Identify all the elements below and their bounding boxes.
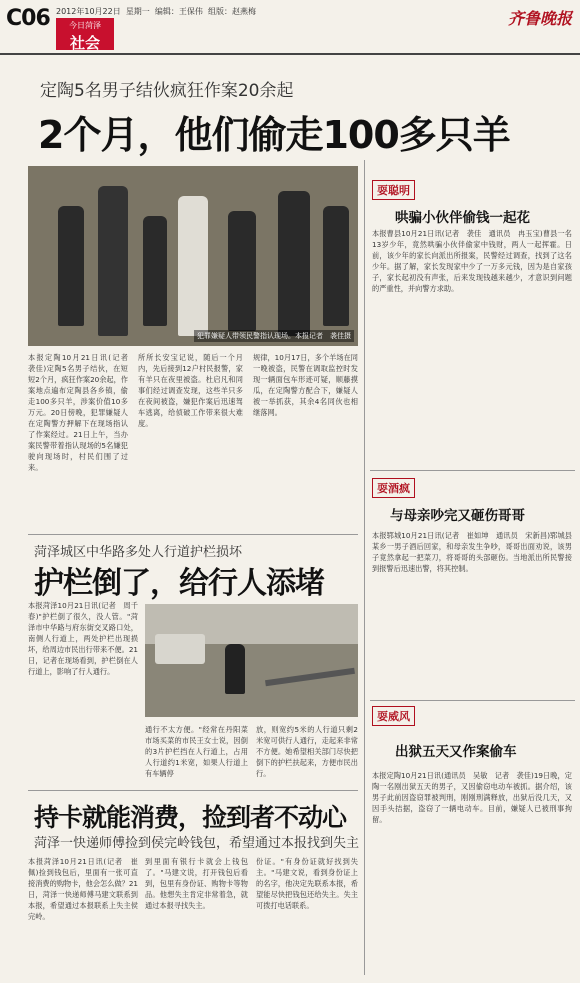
side3-tag: 耍威风 bbox=[372, 706, 415, 726]
mid-kicker: 菏泽城区中华路多处人行道护栏损坏 bbox=[34, 545, 243, 560]
section-label: 社会 bbox=[69, 34, 100, 52]
editor-credit: 编辑：王保伟 bbox=[154, 7, 203, 16]
mid-column-2: 通行不太方便。"经常在丹阳菜市场买菜的市民王女士说，因倒的3片护栏挡在人行道上，占用人行道约1米宽，如果人行道上有车辆停 bbox=[145, 725, 248, 778]
bottom-headline: 持卡就能消费，捡到者不动心 bbox=[34, 803, 347, 832]
column-divider bbox=[364, 160, 365, 975]
side3-text: 本报定陶10月21日讯(通讯员 吴敏 记者 袭佳)19日晚，定陶一名刚出狱五天的男子，又因偷窃电动车被抓。据介绍，该男子此前因盗窃罪被判刑，刚刚刑满释放，出狱后没几天，又因手头拮据，盗窃了一辆电动车。目前，嫌疑人已被刑事拘留。 bbox=[372, 771, 572, 824]
side2-headline: 与母亲吵完又砸伤哥哥 bbox=[390, 508, 525, 524]
bottom-column-3: 份证。"有身份证就好找到失主。"马建文说，看到身份证上的名字，他决定先联系本报，希望能尽快把钱包还给失主。失主可拨打电话联系。 bbox=[256, 857, 358, 910]
bottom-subhead: 菏泽一快递师傅捡到侯完岭钱包，希望通过本报找到失主 bbox=[34, 836, 360, 851]
issue-date: 2012年10月22日 bbox=[56, 7, 121, 16]
lead-column-3: 规律，10月17日，多个羊场在同一晚被盗，民警在调取监控时发现一辆面包车形迹可疑，顺藤摸瓜，在定陶警方配合下，嫌疑人被一举抓获，其余4名同伙也相继落网。 bbox=[253, 353, 358, 417]
section-sub-label: 今日菏泽 bbox=[69, 21, 101, 30]
lead-headline: 2个月，他们偷走100多只羊 bbox=[38, 113, 510, 157]
lead-kicker: 定陶5名男子结伙疯狂作案20余起 bbox=[40, 81, 294, 101]
newspaper-logo: 齐鲁晚报 bbox=[507, 9, 572, 28]
lead-photo bbox=[28, 166, 358, 346]
side1-headline: 哄骗小伙伴偷钱一起花 bbox=[395, 210, 530, 226]
mid-rule bbox=[28, 534, 358, 535]
side1-tag: 耍聪明 bbox=[372, 180, 415, 200]
mid-column-1: 本报菏泽10月21日讯(记者 周千春)"护栏倒了很久，没人管。"菏泽市中华路与府东街交叉路口处，南侧人行道上，两处护栏出现损坏，给周边市民出行带来不便。21日，记者在现场看到，护栏倒在人行道上，影响了行人通行。 bbox=[28, 601, 138, 676]
lead-column-1: 本报定陶10月21日讯(记者 袭佳)定陶5名男子结伙，在短短2个月，疯狂作案20余起，作案地点遍布定陶县各乡镇，偷走100多只羊，涉案价值10多万元。20日傍晚，犯罪嫌疑人在定陶警方押解下在现场指认了作案经过。21日上午，当办案民警带着指认现场的5名嫌犯驶向现场时，村民们围了过来。 bbox=[28, 353, 136, 472]
bottom-column-1: 本报菏泽10月21日讯(记者 崔佩)捡到钱包后，里面有一张可直接消费的购物卡，他会怎么做？21日，菏泽一快递师傅马建文联系到本报，希望通过本报联系上失主侯完岭。 bbox=[28, 857, 138, 921]
lead-column-2: 所所长安宝记说，随后一个月内，先后接到12户村民报警，家有羊只在夜里被盗。杜启凡和同事们经过调查发现，这些羊只多在夜间被盗，嫌犯作案后迅速驾车逃离，给侦破工作带来很大难度。 bbox=[138, 353, 243, 428]
page-number: C06 bbox=[6, 6, 50, 31]
side2-rule bbox=[370, 470, 575, 471]
lead-photo-caption: 犯罪嫌疑人带领民警指认现场。本报记者 袭佳摄 bbox=[194, 330, 354, 342]
bottom-column-2: 到里面有银行卡就会上钱包了。"马建文说，打开钱包后看到，包里有身份证、购物卡等物品。他想失主肯定非常着急，就通过本报寻找失主。 bbox=[145, 857, 248, 910]
bottom-rule bbox=[28, 790, 358, 791]
layout-credit: 组版：赵燕梅 bbox=[208, 7, 256, 16]
section-badge bbox=[56, 18, 114, 50]
side3-headline: 出狱五天又作案偷车 bbox=[395, 744, 517, 760]
side2-tag: 耍酒疯 bbox=[372, 478, 415, 498]
side1-text: 本报曹县10月21日讯(记者 袭佳 通讯员 冉玉宝)曹县一名13岁少年，竟然哄骗小伙伴偷家中钱财，两人一起挥霍。日前，该少年的家长向派出所报案，民警经过调查，找到了这名少年。据了解，家长发现家中少了一万多元钱，因为是自家孩子，家长起初没有声张，后来发现钱越来越少，才意识到问题的严重性，并向警方求助。 bbox=[372, 229, 572, 293]
issue-weekday: 星期一 bbox=[125, 7, 150, 16]
header-rule bbox=[0, 53, 580, 55]
mid-headline: 护栏倒了，给行人添堵 bbox=[34, 566, 324, 601]
side2-text: 本报郓城10月21日讯(记者 崔如坤 通讯员 宋新昌)郓城县某乡一男子酒后回家，和母亲发生争吵，哥哥出面劝说，该男子竟然拿起一把菜刀，将哥哥的头部砸伤。当地派出所民警接到报警后迅速出警，将其控制。 bbox=[372, 531, 572, 573]
mid-column-3: 放，则宽约5米的人行道只剩2米宽可供行人通行，走起来非常不方便。她希望相关部门尽快把倒下的护栏扶起来，方便市民出行。 bbox=[256, 725, 358, 778]
mid-photo bbox=[145, 604, 358, 717]
side3-rule bbox=[370, 700, 575, 701]
header-meta bbox=[56, 6, 256, 17]
